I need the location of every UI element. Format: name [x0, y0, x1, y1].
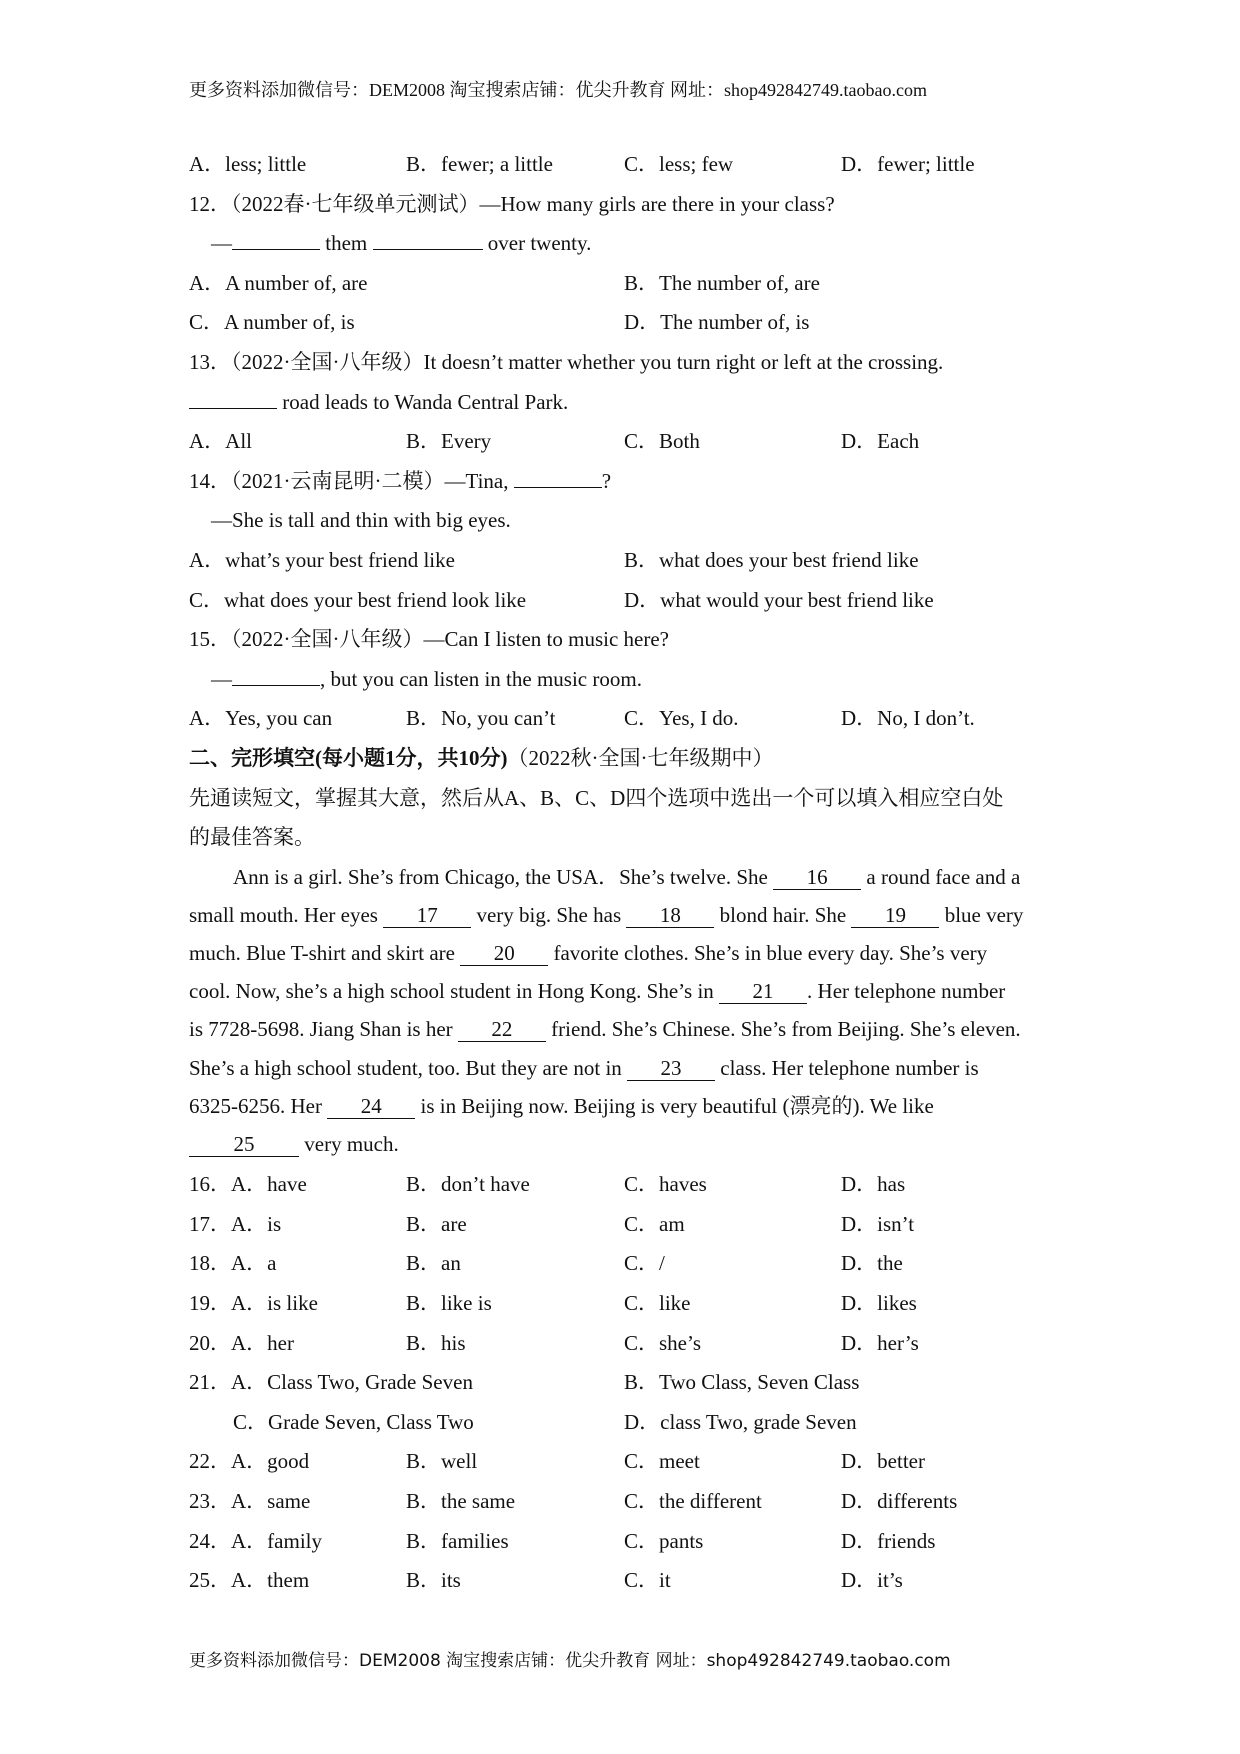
page-header: 更多资料添加微信号：DEM2008 淘宝搜索店铺：优尖升教育 网址：shop492842749.taobao.com: [189, 80, 927, 100]
q13-blank: [189, 384, 277, 409]
q11-options: [189, 145, 1059, 185]
option-a: A．Class Two, Grade Seven: [231, 1370, 473, 1395]
passage-text: much. Blue T-shirt and skirt are: [189, 941, 461, 966]
passage-text: small mouth. Her eyes: [189, 902, 384, 927]
blank-20: 20: [460, 941, 548, 966]
option-b: B．families: [406, 1528, 509, 1553]
question-number: 20．: [189, 1330, 231, 1355]
passage-text: is 7728-5698. Jiang Shan is her: [189, 1017, 458, 1042]
option-c: C．Grade Seven, Class Two: [233, 1409, 474, 1434]
option-a: A．a: [231, 1251, 277, 1276]
section-title-source: （2022秋·全国·七年级期中）: [507, 745, 774, 770]
option-b: B．his: [406, 1330, 466, 1355]
q11-option-b: B．fewer; a little: [406, 152, 553, 176]
passage-line-3: [189, 934, 1059, 972]
q15-option-a: A．Yes, you can: [189, 706, 333, 731]
option-b: B．the same: [406, 1488, 516, 1513]
option-d: D．class Two, grade Seven: [624, 1409, 857, 1434]
option-b: B．are: [406, 1211, 467, 1236]
q11-option-a: A．less; little: [189, 152, 307, 176]
question-number: 16．: [189, 1172, 231, 1197]
question-row-18: [189, 1244, 1059, 1284]
dash: —: [211, 666, 232, 691]
q14-blank: [514, 463, 602, 488]
option-c: C．/: [624, 1251, 665, 1276]
q14-option-a: A．what’s your best friend like: [189, 547, 455, 572]
passage-text: blond hair. She: [714, 902, 852, 927]
q14-option-b: B．what does your best friend like: [624, 547, 919, 572]
question-18: [189, 1244, 277, 1284]
section-instruction-2: 的最佳答案。: [189, 825, 315, 850]
question-row-16: [189, 1165, 1059, 1205]
option-c: C．the different: [624, 1488, 762, 1513]
option-b: B．Two Class, Seven Class: [624, 1370, 860, 1395]
q12-option-c: C．A number of, is: [189, 310, 355, 335]
question-number: 25．: [189, 1568, 231, 1593]
option-a: A．her: [231, 1330, 294, 1355]
q13-line2: [189, 383, 1059, 423]
passage-text: She’s a high school student, too. But they are not in: [189, 1055, 628, 1080]
option-a: A．them: [231, 1568, 310, 1593]
option-c: C．pants: [624, 1528, 704, 1553]
passage-line-1: [189, 858, 1059, 896]
option-c: C．haves: [624, 1172, 707, 1197]
passage-line-6: [189, 1049, 1059, 1087]
q11-option-c: C．less; few: [624, 152, 734, 176]
option-b: B．its: [406, 1568, 461, 1593]
option-d: D．differents: [841, 1488, 958, 1513]
option-c: C．she’s: [624, 1330, 702, 1355]
q13-stem: 13．（2022·全国·八年级）It doesn’t matter whether you turn right or left at the crossing.: [189, 349, 944, 374]
passage-line-4: [189, 972, 1059, 1010]
q13-option-d: D．Each: [841, 429, 920, 454]
q13-options: [189, 422, 1059, 462]
blank-25: 25: [189, 1132, 299, 1157]
option-c: C．like: [624, 1290, 691, 1315]
blank-17: 17: [383, 903, 471, 928]
passage-text: friend. She’s Chinese. She’s from Beijing. She’s eleven.: [545, 1017, 1021, 1042]
question-20: [189, 1324, 294, 1364]
q11-option-d: D．fewer; little: [841, 152, 975, 176]
option-a: A．have: [231, 1172, 307, 1197]
blank-19: 19: [851, 903, 939, 928]
question-22: [189, 1442, 309, 1482]
blank-24: 24: [327, 1094, 415, 1119]
q13-option-a: A．All: [189, 429, 252, 454]
q12-option-a: A．A number of, are: [189, 270, 368, 295]
passage-text: favorite clothes. She’s in blue every day. She’s very: [548, 941, 988, 966]
page-footer: 更多资料添加微信号：DEM2008 淘宝搜索店铺：优尖升教育 网址：shop492842749.taobao.com: [189, 1651, 951, 1671]
question-23: [189, 1482, 310, 1522]
q12-text-end: over twenty.: [482, 231, 592, 256]
q14-options-row2: [189, 581, 1059, 621]
option-d: D．friends: [841, 1528, 936, 1553]
passage-line-8: [189, 1125, 1059, 1163]
passage-text: very big. She has: [471, 902, 627, 927]
option-d: D．likes: [841, 1290, 917, 1315]
passage-text: blue very: [939, 902, 1024, 927]
question-number: 19．: [189, 1290, 231, 1315]
q12-stem: 12．（2022春·七年级单元测试）—How many girls are there in your class?: [189, 191, 835, 216]
option-d: D．better: [841, 1449, 925, 1474]
option-a: A．good: [231, 1449, 310, 1474]
passage-text: very much.: [299, 1132, 399, 1156]
section-instruction-1: 先通读短文，掌握其大意，然后从A、B、C、D四个选项中选出一个可以填入相应空白处: [189, 785, 1004, 810]
question-number: 17．: [189, 1211, 231, 1236]
option-b: B．like is: [406, 1290, 492, 1315]
question-row-23: [189, 1482, 1059, 1522]
q12-blank-1: [232, 225, 320, 250]
option-d: D．isn’t: [841, 1211, 915, 1236]
passage-text: Ann is a girl. She’s from Chicago, the USA．She’s twelve. She: [233, 864, 774, 889]
q15-option-b: B．No, you can’t: [406, 706, 556, 731]
question-row-19: [189, 1284, 1059, 1324]
question-row-25: [189, 1561, 1059, 1601]
q14-stem-text: 14．（2021·云南昆明·二模）—Tina,: [189, 468, 514, 493]
question-row-20: [189, 1324, 1059, 1364]
question-16: [189, 1165, 307, 1205]
option-a: A．is like: [231, 1290, 318, 1315]
question-25: [189, 1561, 309, 1601]
question-19: [189, 1284, 318, 1324]
option-a: A．family: [231, 1528, 322, 1553]
q12-text-them: them: [320, 231, 373, 256]
dash: —: [211, 231, 232, 256]
question-row-21b: [189, 1403, 1059, 1443]
option-a: A．is: [231, 1211, 282, 1236]
q15-line2: [189, 660, 1059, 700]
q12-option-b: B．The number of, are: [624, 270, 820, 295]
question-number: 23．: [189, 1488, 231, 1513]
question-row-22: [189, 1442, 1059, 1482]
option-b: B．don’t have: [406, 1172, 530, 1197]
option-a: A．same: [231, 1488, 311, 1513]
passage-line-2: [189, 896, 1059, 934]
question-24: [189, 1522, 322, 1562]
q12-answer-line: [189, 224, 1059, 264]
passage-text: class. Her telephone number is: [715, 1055, 979, 1080]
q13-text: road leads to Wanda Central Park.: [277, 389, 569, 414]
q12-options-row2: [189, 303, 1059, 343]
passage-text: . Her telephone number: [807, 979, 1006, 1004]
q15-blank: [232, 661, 320, 686]
question-17: [189, 1205, 281, 1245]
passage-text: a round face and a: [861, 864, 1021, 889]
q12-options-row1: [189, 264, 1059, 304]
question-21: [189, 1363, 473, 1403]
q15-text: , but you can listen in the music room.: [320, 666, 642, 691]
passage-line-5: [189, 1010, 1059, 1048]
q13-option-b: B．Every: [406, 429, 492, 454]
option-d: D．her’s: [841, 1330, 919, 1355]
q14-options-row1: [189, 541, 1059, 581]
blank-18: 18: [626, 903, 714, 928]
option-d: D．the: [841, 1251, 903, 1276]
option-b: B．well: [406, 1449, 478, 1474]
q14-option-c: C．what does your best friend look like: [189, 587, 527, 612]
blank-23: 23: [627, 1056, 715, 1081]
passage-text: cool. Now, she’s a high school student in Hong Kong. She’s in: [189, 979, 720, 1004]
question-row-21a: [189, 1363, 1059, 1403]
option-c: C．meet: [624, 1449, 700, 1474]
option-d: D．has: [841, 1172, 906, 1197]
option-d: D．it’s: [841, 1568, 903, 1593]
question-row-24: [189, 1522, 1059, 1562]
passage-text: 6325-6256. Her: [189, 1093, 328, 1118]
question-number: 21．: [189, 1370, 231, 1395]
worksheet-content: [189, 145, 1059, 1601]
section-title-bold: 二、完形填空(每小题1分，共10分): [189, 745, 508, 770]
passage-text: is in Beijing now. Beijing is very beautiful (漂亮的). We like: [415, 1093, 934, 1118]
question-row-17: [189, 1205, 1059, 1245]
q12-blank-2: [373, 225, 483, 250]
q15-option-c: C．Yes, I do.: [624, 706, 739, 731]
blank-16: 16: [773, 865, 861, 890]
blank-22: 22: [458, 1017, 546, 1042]
section-title: [189, 739, 1059, 779]
option-b: B．an: [406, 1251, 461, 1276]
q12-option-d: D．The number of, is: [624, 310, 810, 335]
q15-options: [189, 699, 1059, 739]
q15-stem: 15．（2022·全国·八年级）—Can I listen to music here?: [189, 627, 670, 652]
q14-option-d: D．what would your best friend like: [624, 587, 934, 612]
q13-option-c: C．Both: [624, 429, 700, 454]
question-number: 24．: [189, 1528, 231, 1553]
option-c: C．am: [624, 1211, 685, 1236]
question-number: 22．: [189, 1449, 231, 1474]
q14-qmark: ?: [601, 468, 612, 493]
question-number: 18．: [189, 1251, 231, 1276]
passage-line-7: [189, 1087, 1059, 1125]
blank-21: 21: [719, 979, 807, 1004]
option-c: C．it: [624, 1568, 671, 1593]
q14-line2: —She is tall and thin with big eyes.: [211, 508, 511, 533]
q14-stem: [189, 462, 1059, 502]
q15-option-d: D．No, I don’t.: [841, 706, 975, 731]
